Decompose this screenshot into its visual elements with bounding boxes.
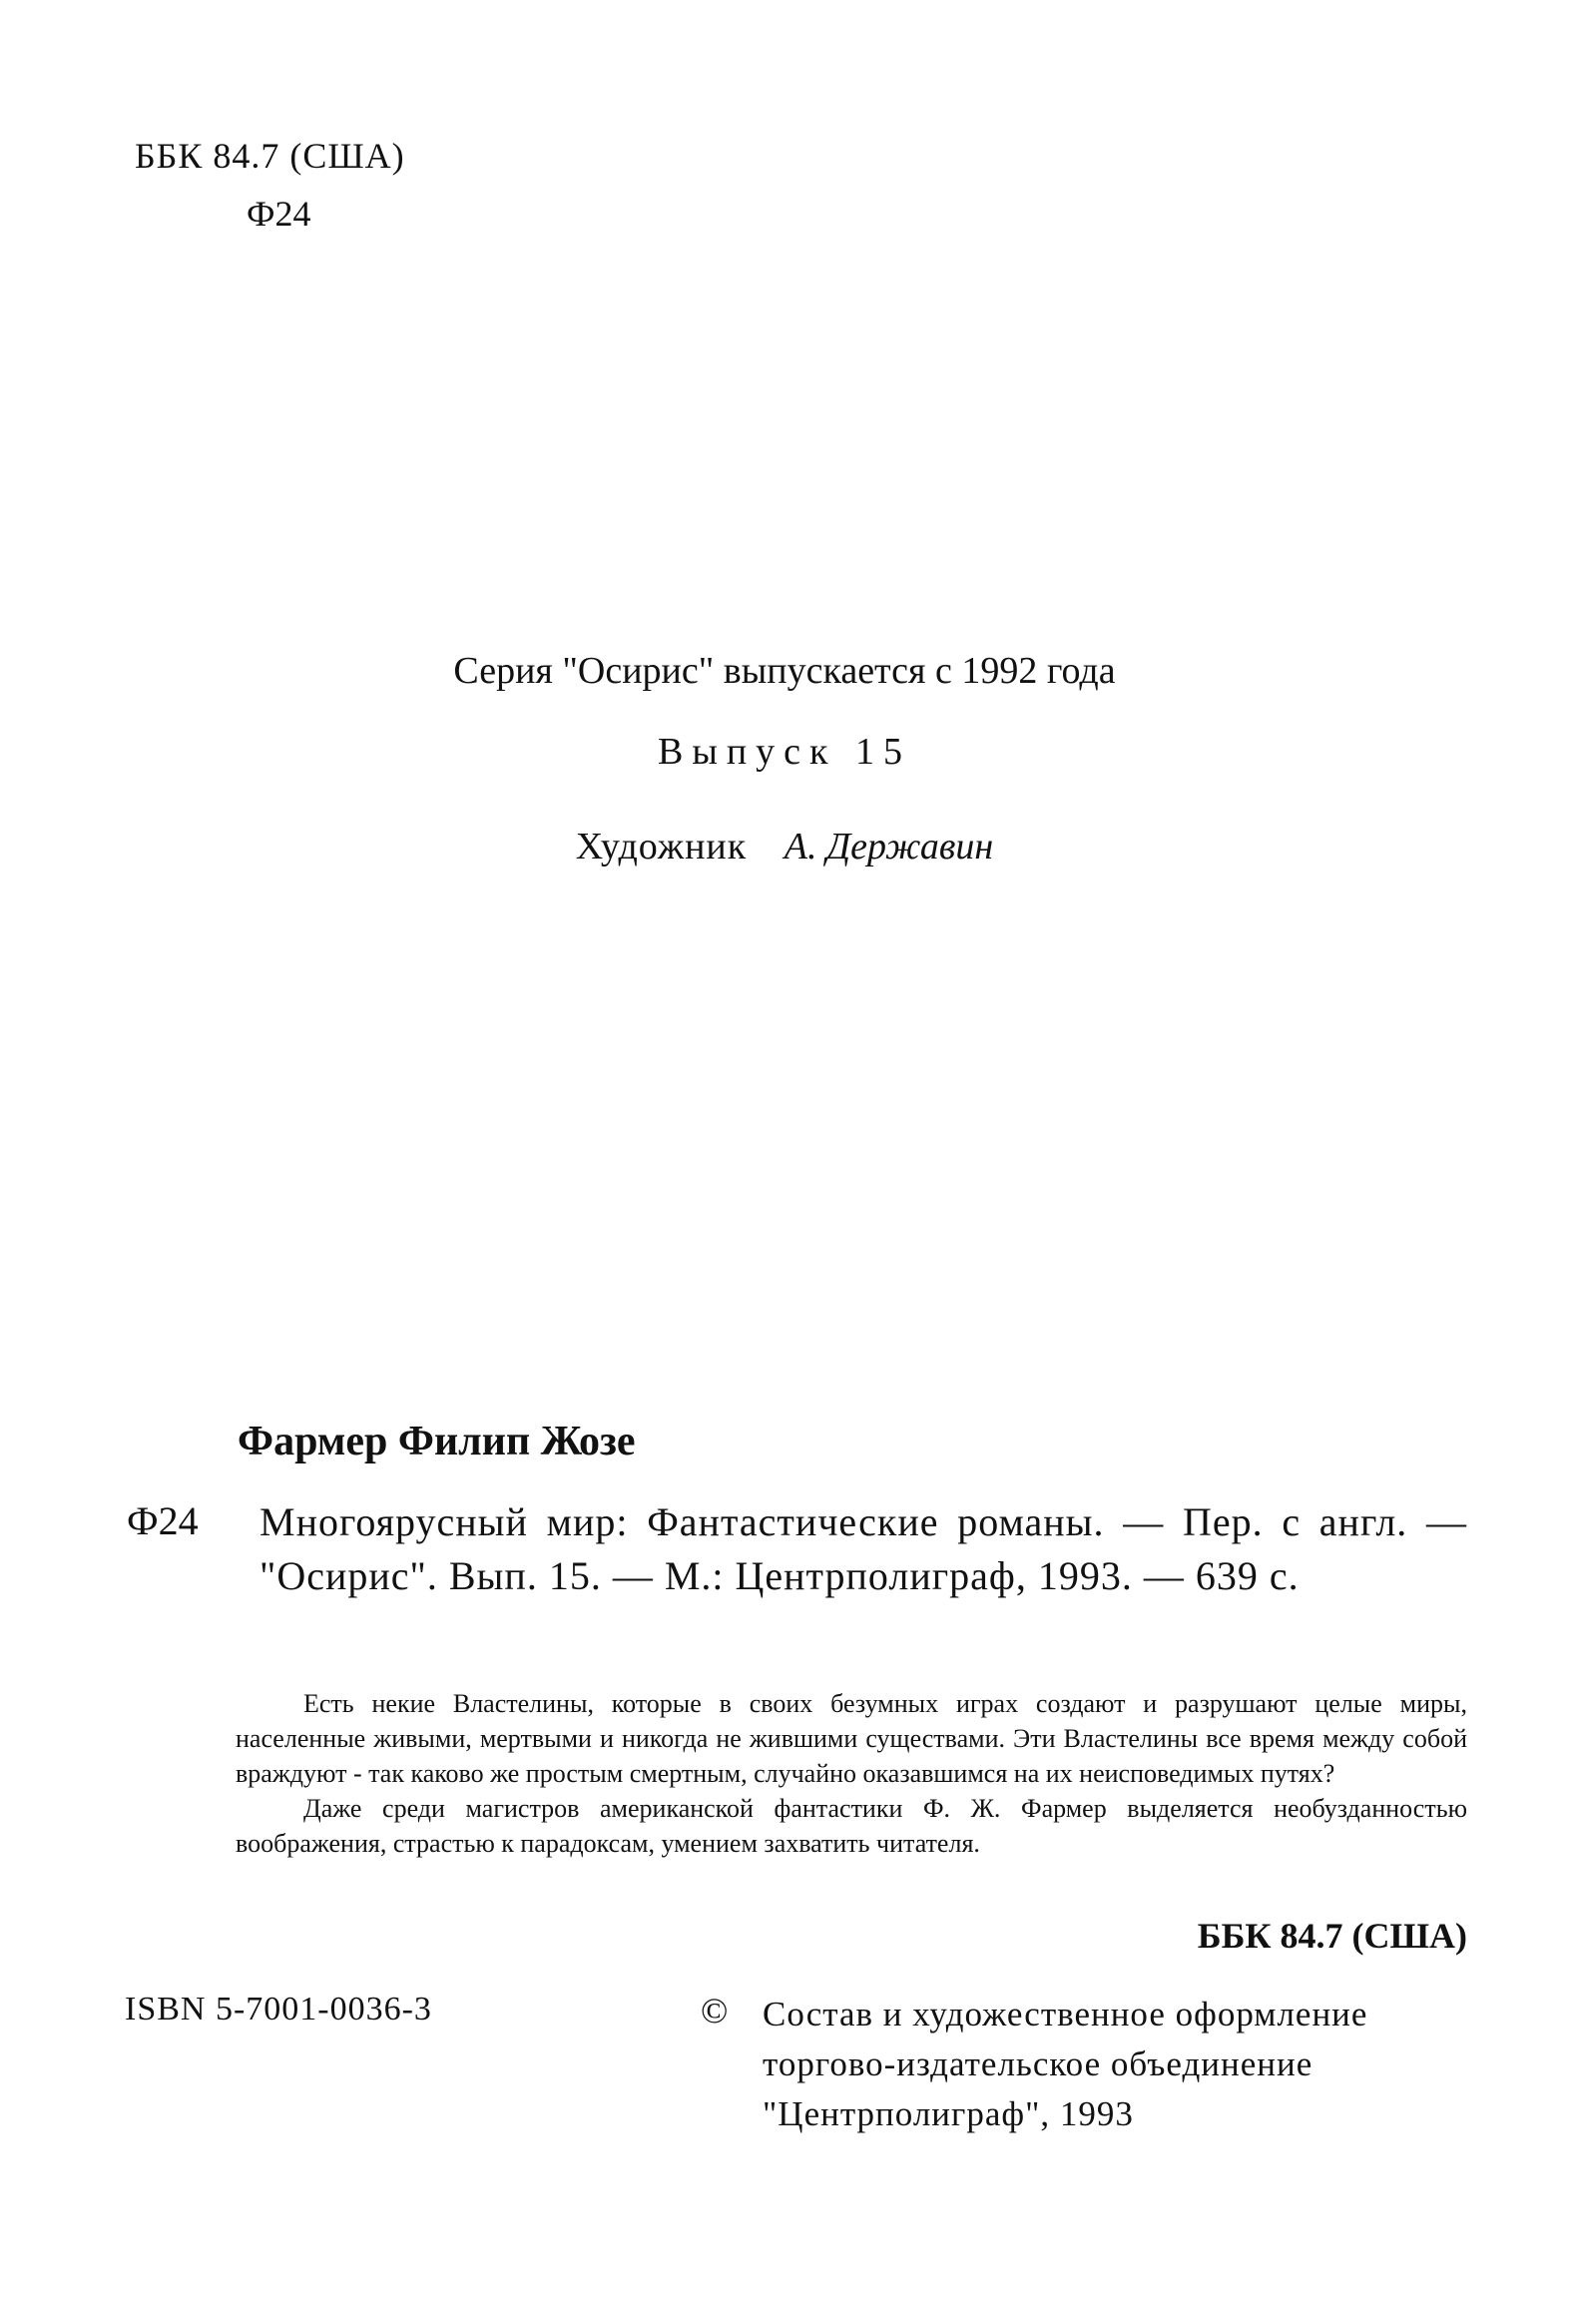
- annotation: [236, 1686, 1467, 1861]
- artist-name: А. Державин: [784, 826, 994, 868]
- bibliographic-description: Многоярусный мир: Фантастические романы. — Пер. с англ. — "Осирис". Вып. 15. — М.: Центрполиграф, 1993. — 639 с.: [260, 1499, 1467, 1598]
- series-line: Серия "Осирис" выпускается с 1992 года: [453, 650, 1116, 692]
- author-name: Фармер Филип Жозе: [238, 1419, 636, 1464]
- annotation-paragraph: Есть некие Властелины, которые в своих безумных играх создают и разрушают целые миры, населенные живыми, мертвыми и никогда не жившими существами. Эти Властелины все время между собой враждуют - так каково же простым смертным, случайно оказавшимся на их неисповедимых путях?: [236, 1689, 1467, 1788]
- catalog-code: Ф24: [127, 1498, 199, 1543]
- artist-role: Художник: [575, 826, 748, 868]
- issue-number: Выпуск 15: [657, 731, 912, 773]
- copyright-line: торгово-издательское объединение: [763, 2044, 1313, 2083]
- copyright-icon: ©: [701, 1991, 729, 2031]
- artist-credit: [0, 825, 1569, 869]
- copyright-line: "Центрполиграф", 1993: [763, 2094, 1134, 2133]
- annotation-paragraph: Даже среди магистров американской фантастики Ф. Ж. Фармер выделяется необузданностью воображения, страстью к парадоксам, умением захватить читателя.: [236, 1794, 1467, 1858]
- copyright-notice: [763, 1990, 1367, 2139]
- copyright-line: Состав и художественное оформление: [763, 1995, 1368, 2034]
- isbn: ISBN 5-7001-0036-3: [125, 1991, 432, 2028]
- bbk-classification-bottom: ББК 84.7 (США): [1197, 1916, 1467, 1956]
- author-code-top: Ф24: [247, 194, 311, 234]
- bbk-classification-top: ББК 84.7 (США): [135, 136, 405, 176]
